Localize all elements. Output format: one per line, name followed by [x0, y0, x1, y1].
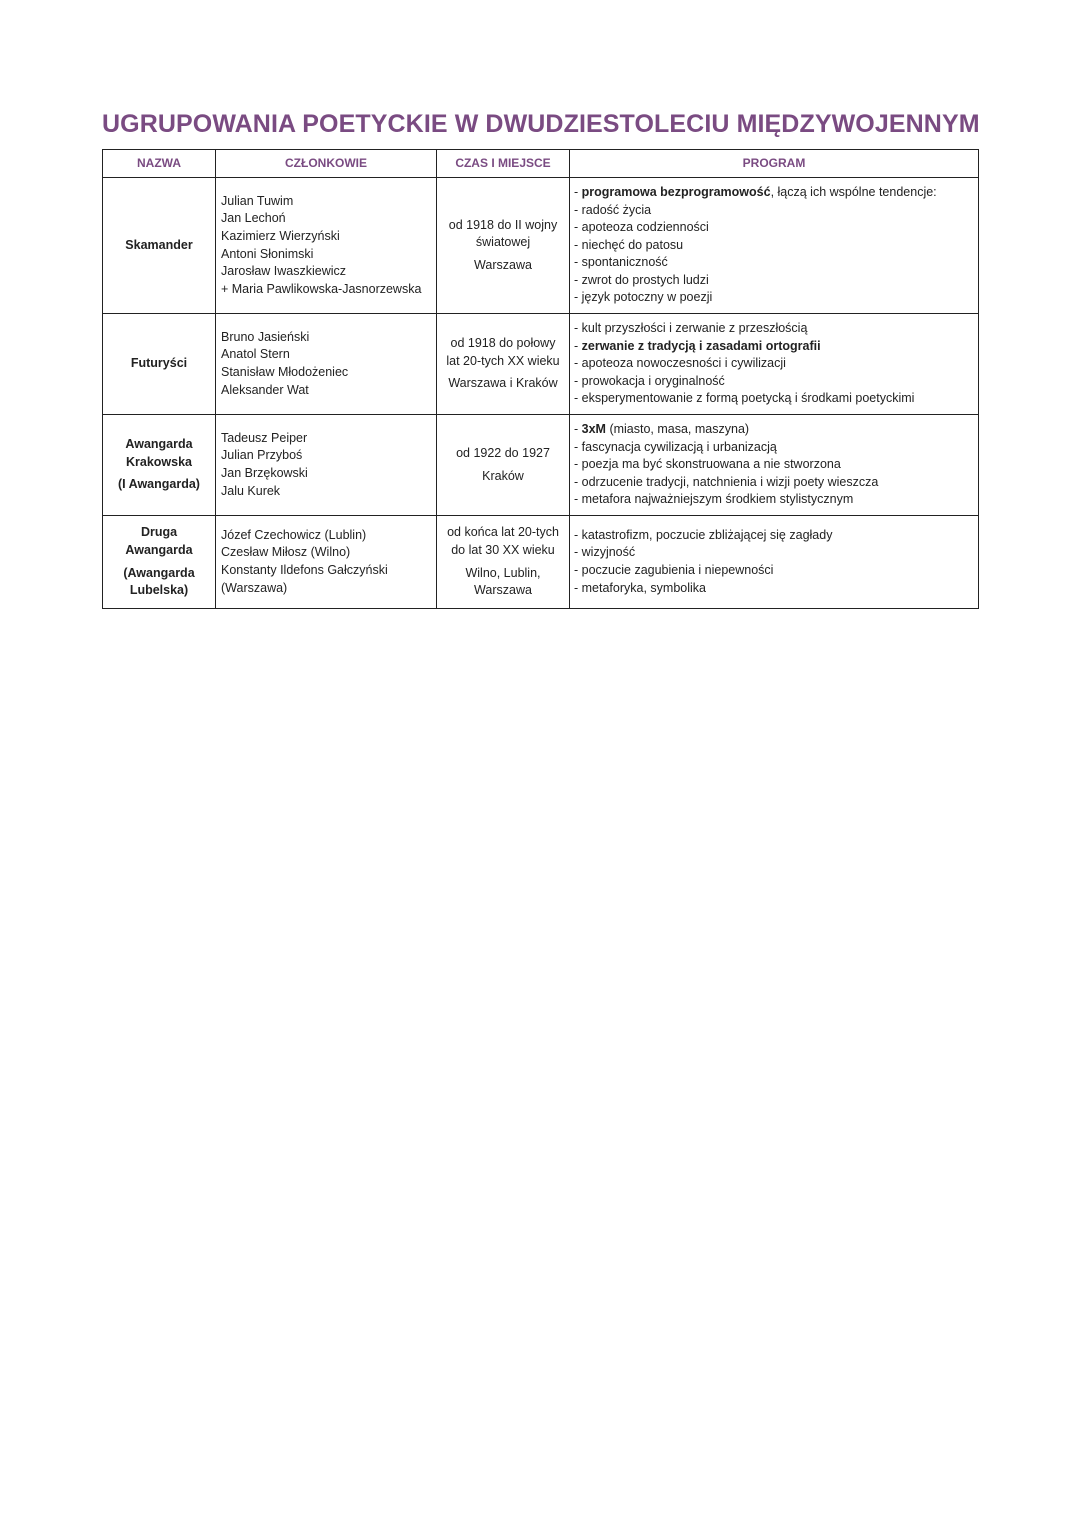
- program-text: -: [574, 492, 582, 507]
- group-alias: (Awangarda Lubelska): [123, 565, 195, 598]
- time-text: od końca lat 20-tych: [447, 525, 559, 540]
- program-text: -: [574, 563, 582, 577]
- table-header-row: [103, 150, 979, 178]
- program-item: [574, 456, 974, 474]
- group-name-cell: [103, 415, 216, 516]
- program-text: -: [574, 338, 582, 353]
- program-text: metafora najważniejszym środkiem stylistycznym: [581, 492, 854, 507]
- program-text: eksperymentowanie z formą poetycką i środkami poetyckimi: [581, 391, 915, 406]
- time-text: do lat 30 XX wieku: [451, 542, 555, 557]
- group-name: Futuryści: [130, 356, 188, 371]
- program-text: język potoczny w poezji: [581, 290, 713, 305]
- program-text: radość życia: [581, 202, 652, 217]
- program-text: katastrofizm, poczucie zbliżającej się zagłady: [581, 527, 833, 542]
- program-text: -: [574, 422, 582, 437]
- time-text: od 1918 do połowy: [450, 336, 556, 351]
- program-text: prowokacja i oryginalność: [581, 373, 725, 388]
- program-cell: [570, 178, 979, 314]
- time-place-cell: [437, 178, 570, 314]
- program-item: [574, 474, 974, 492]
- program-text: spontaniczność: [581, 255, 668, 270]
- member: Bruno Jasieński: [221, 329, 310, 344]
- program-item: [574, 562, 974, 580]
- program-text: -: [574, 580, 582, 595]
- time-place-cell: [437, 314, 570, 415]
- program-text: -: [574, 391, 582, 406]
- member: Stanisław Młodożeniec: [221, 365, 349, 379]
- members-cell: [216, 415, 437, 516]
- program-text: metaforyka, symbolika: [581, 580, 706, 595]
- program-item: [574, 491, 974, 509]
- program-text: -: [574, 321, 582, 336]
- table-row: [103, 314, 979, 415]
- program-text: zwrot do prostych ludzi: [581, 272, 709, 287]
- program-item: [574, 544, 974, 562]
- group-name: Awangarda: [125, 437, 193, 452]
- program-text: -: [574, 439, 582, 454]
- time-text: światowej: [475, 235, 531, 250]
- time-text: od 1918 do II wojny: [448, 217, 558, 232]
- program-item: [574, 254, 974, 272]
- place-text: Wilno, Lublin, Warszawa: [465, 565, 541, 598]
- program-text: apoteoza codzienności: [581, 220, 709, 235]
- program-item: [574, 272, 974, 290]
- place-text: Kraków: [482, 468, 524, 483]
- program-text: -: [574, 527, 582, 542]
- group-name: Skamander: [125, 237, 193, 252]
- program-text: , łączą ich wspólne tendencje:: [770, 184, 937, 199]
- header-name: NAZWA: [103, 150, 216, 178]
- program-text: poczucie zagubienia i niepewności: [581, 563, 774, 577]
- program-text: -: [574, 272, 582, 287]
- program-text: 3xM: [581, 422, 606, 437]
- program-item: [574, 390, 974, 408]
- time-place-cell: [437, 415, 570, 516]
- program-text: fascynacja cywilizacją i urbanizacją: [581, 439, 777, 454]
- member: Anatol Stern: [221, 347, 290, 362]
- program-cell: [570, 415, 979, 516]
- program-text: -: [574, 255, 582, 270]
- program-text: -: [574, 220, 582, 235]
- time-text: lat 20-tych XX wieku: [446, 353, 560, 368]
- time-text: od 1922 do 1927: [456, 445, 550, 460]
- program-text: programowa bezprogramowość: [581, 184, 771, 199]
- time-place-cell: [437, 516, 570, 609]
- member: Antoni Słonimski: [221, 246, 314, 261]
- member: Jarosław Iwaszkiewicz: [221, 264, 347, 279]
- poetry-groups-table: [102, 149, 979, 609]
- header-members: CZŁONKOWIE: [216, 150, 437, 178]
- program-text: wizyjność: [581, 545, 636, 560]
- group-name: Druga: [140, 525, 178, 540]
- member: Czesław Miłosz (Wilno): [221, 545, 351, 560]
- program-text: zerwanie z tradycją i zasadami ortografii: [581, 338, 821, 353]
- program-item: [574, 421, 974, 439]
- member: + Maria Pawlikowska-Jasnorzewska: [221, 281, 422, 296]
- member: (Warszawa): [221, 580, 288, 595]
- program-text: poezja ma być skonstruowana a nie stworzona: [581, 457, 841, 472]
- program-text: kult przyszłości i zerwanie z przeszłością: [581, 321, 808, 336]
- program-text: apoteoza nowoczesności i cywilizacji: [581, 356, 786, 371]
- group-name: Krakowska: [125, 454, 192, 469]
- member: Jan Brzękowski: [221, 466, 308, 480]
- member: Jalu Kurek: [221, 483, 281, 498]
- place-text: Warszawa i Kraków: [448, 376, 558, 391]
- table-row: [103, 178, 979, 314]
- header-time-place: CZAS I MIEJSCE: [437, 150, 570, 178]
- members-cell: [216, 314, 437, 415]
- table-row: [103, 516, 979, 609]
- page-title: UGRUPOWANIA POETYCKIE W DWUDZIESTOLECIU MIĘDZYWOJENNYM: [102, 110, 980, 138]
- header-program: PROGRAM: [570, 150, 979, 178]
- member: Konstanty Ildefons Gałczyński: [221, 563, 388, 577]
- group-name-cell: [103, 516, 216, 609]
- member: Tadeusz Peiper: [221, 430, 308, 445]
- program-text: -: [574, 373, 582, 388]
- group-name: Awangarda: [125, 542, 193, 557]
- table-row: [103, 415, 979, 516]
- program-text: -: [574, 202, 582, 217]
- program-text: -: [574, 356, 582, 371]
- group-name-cell: [103, 314, 216, 415]
- place-text: Warszawa: [474, 257, 532, 272]
- member: Julian Przyboś: [221, 448, 303, 463]
- program-text: -: [574, 290, 582, 305]
- member: Aleksander Wat: [221, 382, 309, 397]
- program-item: [574, 202, 974, 220]
- program-item: [574, 289, 974, 307]
- program-item: [574, 355, 974, 373]
- members-cell: [216, 516, 437, 609]
- program-item: [574, 373, 974, 391]
- members-cell: [216, 178, 437, 314]
- program-text: -: [574, 545, 582, 560]
- program-text: -: [574, 184, 582, 199]
- program-text: odrzucenie tradycji, natchnienia i wizji poety wieszcza: [581, 474, 879, 489]
- member: Kazimierz Wierzyński: [221, 228, 340, 243]
- program-item: [574, 320, 974, 338]
- program-item: [574, 580, 974, 598]
- program-text: (miasto, masa, maszyna): [605, 422, 750, 437]
- program-item: [574, 439, 974, 457]
- program-text: -: [574, 237, 582, 252]
- member: Julian Tuwim: [221, 193, 294, 208]
- program-item: [574, 527, 974, 545]
- program-text: niechęć do patosu: [581, 237, 684, 252]
- group-alias: (I Awangarda): [118, 477, 200, 492]
- program-cell: [570, 314, 979, 415]
- program-text: -: [574, 457, 582, 472]
- program-item: [574, 219, 974, 237]
- program-text: -: [574, 474, 582, 489]
- program-item: [574, 184, 974, 202]
- program-item: [574, 237, 974, 255]
- program-item: [574, 338, 974, 356]
- member: Józef Czechowicz (Lublin): [221, 527, 367, 542]
- program-cell: [570, 516, 979, 609]
- group-name-cell: [103, 178, 216, 314]
- member: Jan Lechoń: [221, 211, 286, 226]
